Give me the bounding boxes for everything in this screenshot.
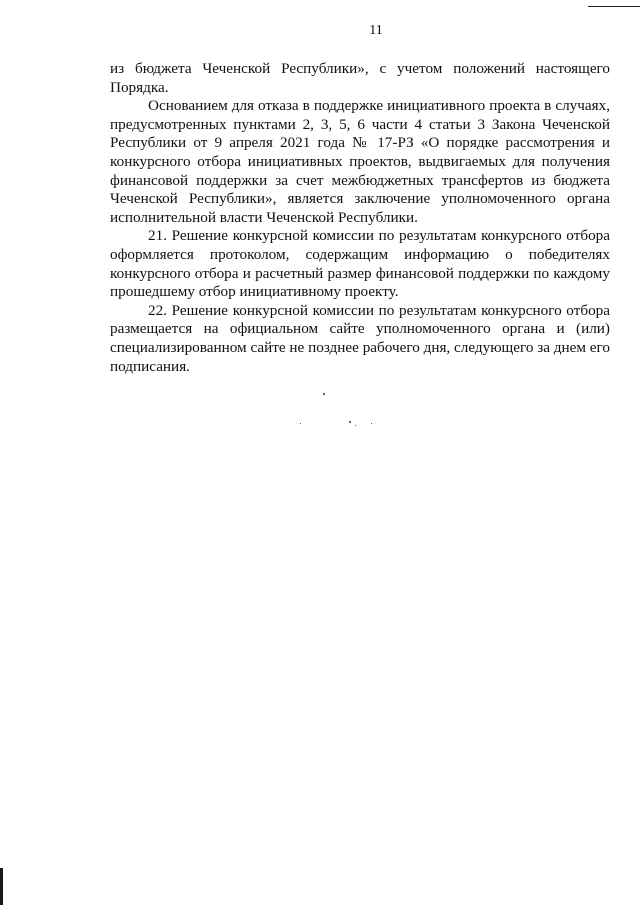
paragraph-item-21: 21. Решение конкурсной комиссии по результатам конкурсного отбора оформляется протоколом, содержащим информацию о победителях конкурсного отбора и расчетный размер финансовой поддержки по каждому прошедшему отбор инициативному проекту. [110,227,610,301]
paragraph-refusal-grounds: Основанием для отказа в поддержке инициативного проекта в случаях, предусмотренных пунктами 2, 3, 5, 6 части 4 статьи 3 Закона Чеченской Республики от 9 апреля 2021 года № 17-РЗ «О порядке рассмотрения и конкурсного отбора инициативных проектов, выдвигаемых для получения финансовой поддержки за счет межбюджетных трансфертов из бюджета Чеченской Республики», является заключение уполномоченного органа исполнительной власти Чеченской Республики. [110,97,610,226]
paragraph-item-22: 22. Решение конкурсной комиссии по результатам конкурсного отбора размещается на официальном сайте уполномоченного органа и (или) специализированном сайте не позднее рабочего дня, следующего за днем его подписания. [110,301,610,375]
top-corner-rule [588,6,640,7]
page-number: 11 [369,23,383,38]
paragraph-continuation: из бюджета Чеченской Республики», с учетом положений настоящего Порядка. [110,60,610,96]
scan-edge-mark [0,868,3,905]
scan-speck [349,421,351,423]
scan-speck [300,423,301,424]
document-body [110,60,610,376]
scan-speck [355,425,356,426]
scan-speck [323,393,325,395]
scan-speck [371,423,372,424]
